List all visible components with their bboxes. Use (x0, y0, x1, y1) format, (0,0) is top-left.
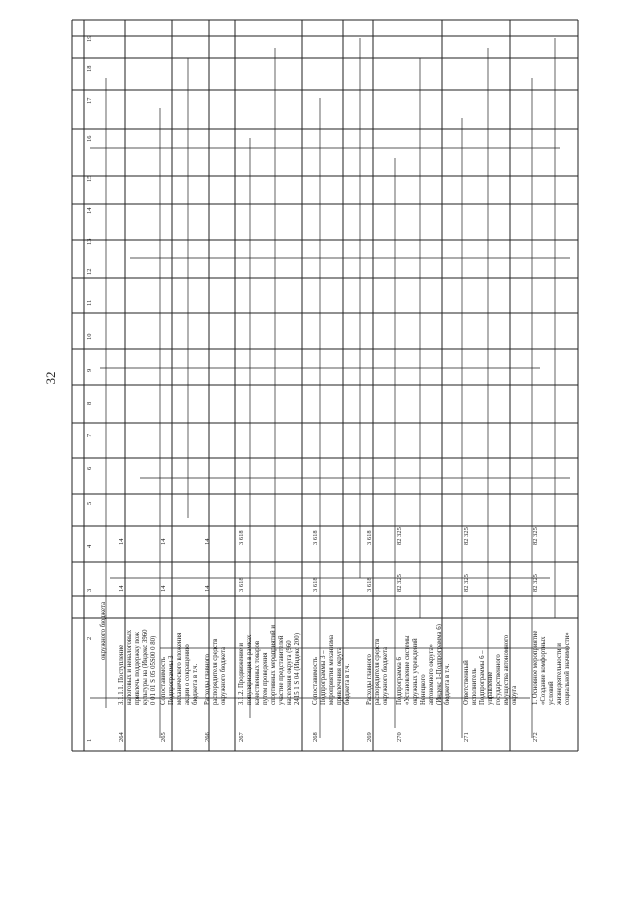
row-text: Подпрограмма 6 «Установление системы окружных учреждений Ненецкого автономного округа» (Индекс 1-Подпрограмма 6) бюджета в т.ч. (396, 624, 451, 705)
row-c3: 3 618 (366, 577, 373, 592)
col-number-19: 19 (86, 35, 93, 42)
col-number-5: 5 (86, 501, 93, 505)
col-number-13: 13 (86, 238, 93, 245)
row-c4: 3 618 (312, 530, 319, 545)
row-c3: 14 (160, 585, 167, 592)
col-number-15: 15 (86, 175, 93, 182)
row-c3: 82 325 (396, 574, 403, 592)
row-id: 267 (238, 732, 245, 742)
col-number-12: 12 (86, 268, 93, 275)
row-id: 272 (532, 732, 539, 742)
col-number-3: 3 (86, 588, 93, 592)
row-c4: 82 325 (396, 527, 403, 545)
row-c4: 14 (160, 538, 167, 545)
page-number: 32 (43, 371, 58, 385)
row-id: 265 (160, 732, 167, 742)
row-text: Ответственный исполнитель Подпрограммы 6 – управление государственного имущества автономного округа (463, 634, 518, 705)
row-id: 266 (204, 732, 211, 742)
col-number-16: 16 (86, 135, 93, 142)
row-text: Расходы главного распорядителя средств окружного бюджета (204, 638, 227, 705)
col-number-8: 8 (86, 401, 93, 405)
col-number-9: 9 (86, 368, 93, 372)
row-id: 271 (463, 732, 470, 742)
row-c3: 14 (204, 585, 211, 592)
col-number-1: 1 (86, 738, 93, 742)
col-number-11: 11 (86, 299, 93, 306)
row-c3: 82 325 (532, 574, 539, 592)
row-c4: 14 (204, 538, 211, 545)
col-number-14: 14 (86, 207, 93, 214)
row-id: 270 (396, 732, 403, 742)
row-text: 3.1.1.1. Поступление налоговых и неналоговых привлечь поддержку пож культуры на (Индекс 3960 0 01 01 S 05 05S00 0 80) (118, 629, 157, 705)
col-number-18: 18 (86, 65, 93, 72)
row-text: Сопоставимость Подпрограммы 3 механического вложения акции о сокращению бюджета в т.ч. (160, 632, 199, 705)
row-text: Расходы главного распорядителя средств окружного бюджета (366, 638, 389, 705)
col-number-2: 2 (86, 636, 93, 640)
row-text: Сопоставимость Подпрограммы 3 – мероприятия механизма привлечения округа бюджета в т.ч. (312, 634, 351, 705)
row-c4: 14 (118, 538, 125, 545)
header-text: окружного бюджета (100, 601, 107, 660)
row-c3: 14 (118, 585, 125, 592)
row-c3: 3 618 (238, 577, 245, 592)
row-id: 264 (118, 732, 125, 742)
col-number-17: 17 (86, 97, 93, 104)
row-text: 1. Основное мероприятие «Создание комфортных условий жизнедеятельности и социальной значимости» (532, 630, 571, 705)
row-c3: 82 325 (463, 574, 470, 592)
col-number-4: 4 (86, 544, 93, 548)
row-c3: 3 618 (312, 577, 319, 592)
row-text: 3.1.2. Продвижение и популяризация в рамках качественных товаров путем проведения спортивных мероприятий и участие представителей населения округа (960 2415 1 S 04 (Индекс 200) (238, 625, 301, 705)
col-number-10: 10 (86, 333, 93, 340)
row-id: 268 (312, 732, 319, 742)
row-id: 269 (366, 732, 373, 742)
row-c4: 82 325 (463, 527, 470, 545)
col-number-6: 6 (86, 466, 93, 470)
col-number-7: 7 (86, 433, 93, 437)
row-c4: 3 618 (366, 530, 373, 545)
row-c4: 82 325 (532, 527, 539, 545)
row-c4: 3 618 (238, 530, 245, 545)
